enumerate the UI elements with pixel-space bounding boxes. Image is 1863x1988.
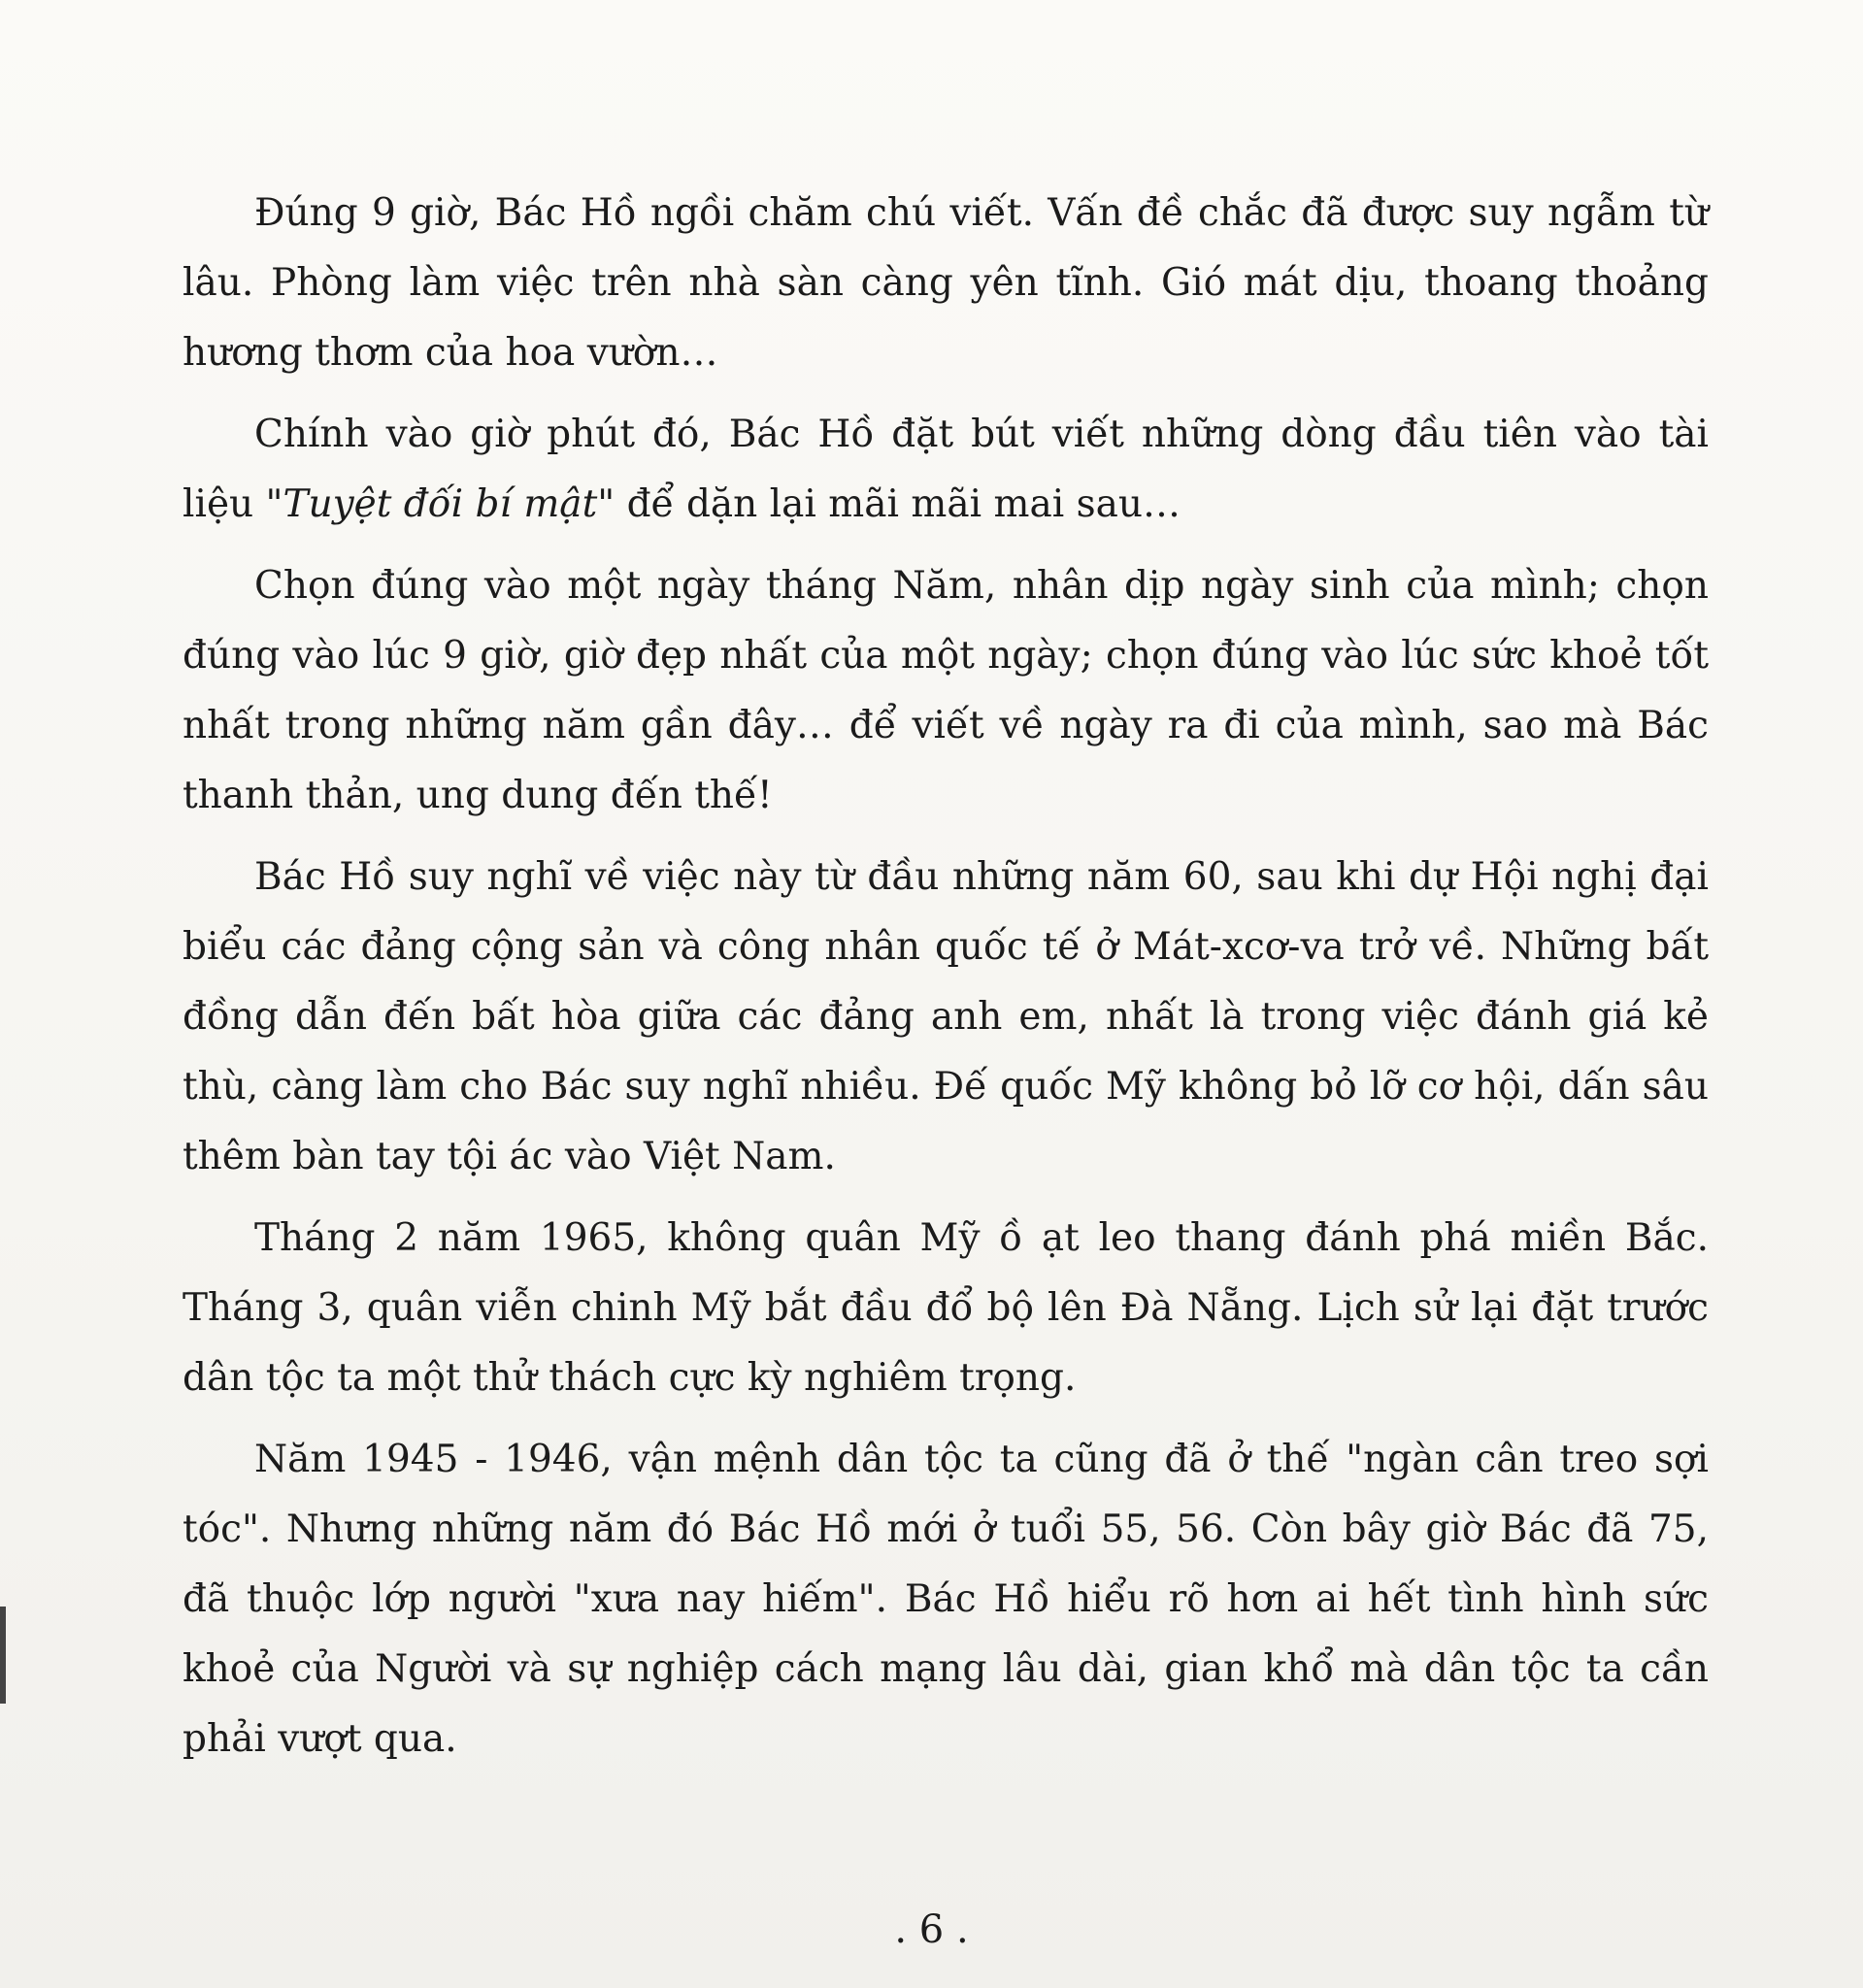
paragraph-5: Tháng 2 năm 1965, không quân Mỹ ồ ạt leo thang đánh phá miền Bắc. Tháng 3, quân viễn chinh Mỹ bắt đầu đổ bộ lên Đà Nẵng. Lịch sử lại đặt trước dân tộc ta một thử thách cực kỳ nghiêm trọng.	[183, 1216, 1709, 1400]
paragraph-6: Năm 1945 - 1946, vận mệnh dân tộc ta cũng đã ở thế "ngàn cân treo sợi tóc". Nhưng những năm đó Bác Hồ mới ở tuổi 55, 56. Còn bây giờ Bác đã 75, đã thuộc lớp người "xưa nay hiếm". Bác Hồ hiểu rõ hơn ai hết tình hình sức khoẻ của Người và sự nghiệp cách mạng lâu dài, gian khổ mà dân tộc ta cần phải vượt qua.	[183, 1438, 1709, 1761]
paragraph-3: Chọn đúng vào một ngày tháng Năm, nhân dịp ngày sinh của mình; chọn đúng vào lúc 9 giờ, giờ đẹp nhất của một ngày; chọn đúng vào lúc sức khoẻ tốt nhất trong những năm gần đây… để viết về ngày ra đi của mình, sao mà Bác thanh thản, ung dung đến thế!	[183, 564, 1709, 817]
paragraph-1: Đúng 9 giờ, Bác Hồ ngồi chăm chú viết. Vấn đề chắc đã được suy ngẫm từ lâu. Phòng làm việc trên nhà sàn càng yên tĩnh. Gió mát dịu, thoang thoảng hương thơm của hoa vườn…	[183, 191, 1709, 375]
body-text	[183, 179, 1709, 1786]
quoted-title: "Tuyệt đối bí mật"	[265, 482, 615, 526]
page-edge-mark	[0, 1607, 6, 1704]
paragraph-2-tail: để dặn lại mãi mãi mai sau…	[615, 482, 1181, 526]
paragraph-2	[183, 400, 1709, 540]
paragraph-4: Bác Hồ suy nghĩ về việc này từ đầu những năm 60, sau khi dự Hội nghị đại biểu các đảng cộng sản và công nhân quốc tế ở Mát-xcơ-va trở về. Những bất đồng dẫn đến bất hòa giữa các đảng anh em, nhất là trong việc đánh giá kẻ thù, càng làm cho Bác suy nghĩ nhiều. Đế quốc Mỹ không bỏ lỡ cơ hội, dấn sâu thêm bàn tay tội ác vào Việt Nam.	[183, 855, 1709, 1178]
page-number: . 6 .	[894, 1907, 969, 1952]
paragraph-2-lead: Chính vào giờ phút đó, Bác Hồ đặt bút viết những dòng đầu tiên vào tài liệu	[183, 413, 1709, 526]
